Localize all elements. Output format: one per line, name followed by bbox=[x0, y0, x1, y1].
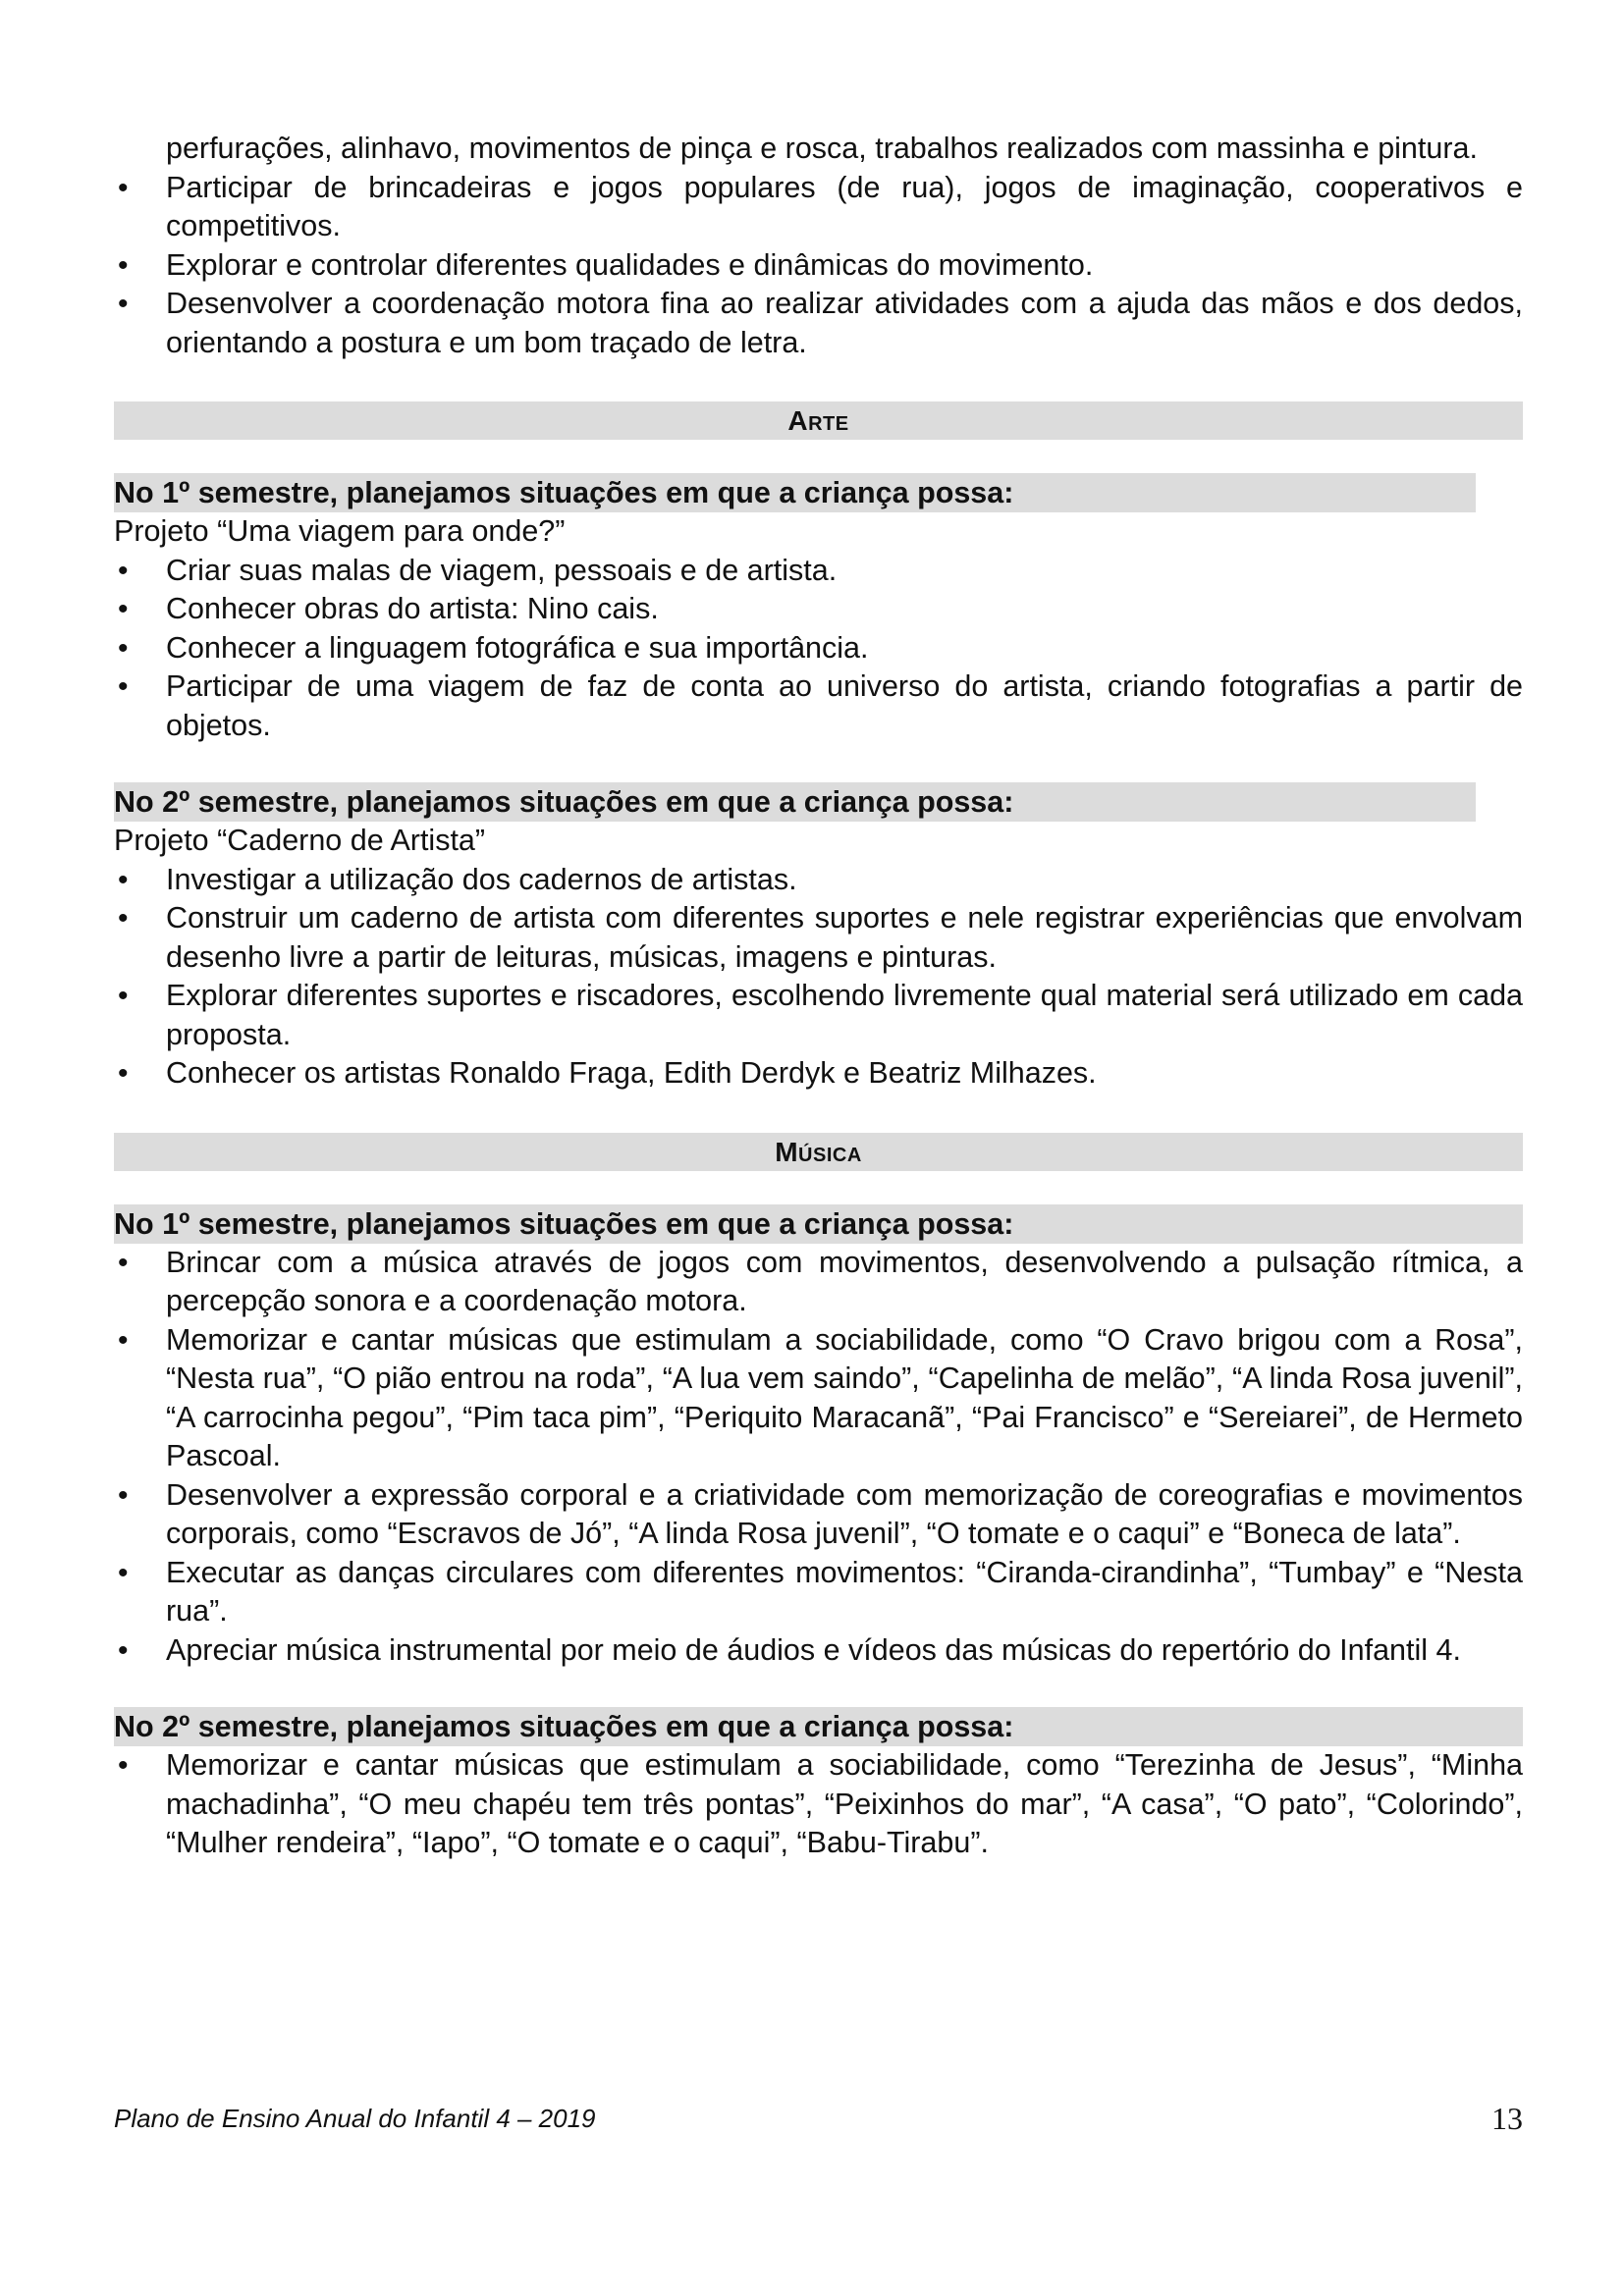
intro-list bbox=[114, 169, 1523, 363]
list-item: • Conhecer os artistas Ronaldo Fraga, Edith Derdyk e Beatriz Milhazes. bbox=[114, 1054, 1523, 1094]
list-item: • Explorar e controlar diferentes qualidades e dinâmicas do movimento. bbox=[114, 246, 1523, 286]
list-item: • Conhecer obras do artista: Nino cais. bbox=[114, 590, 1523, 629]
list-item: • Memorizar e cantar músicas que estimulam a sociabilidade, como “Terezinha de Jesus”, “Minha machadinha”, “O meu chapéu tem três pontas”, “Peixinhos do mar”, “A casa”, “O pato”, “Colorindo”, “Mulher rendeira”, “Iapo”, “O tomate e o caqui”, “Babu-Tirabu”. bbox=[114, 1746, 1523, 1863]
page-number: 13 bbox=[1491, 2101, 1523, 2136]
list-item: • Desenvolver a coordenação motora fina ao realizar atividades com a ajuda das mãos e dos dedos, orientando a postura e um bom traçado de letra. bbox=[114, 285, 1523, 362]
footer-title: Plano de Ensino Anual do Infantil 4 – 2019 bbox=[114, 2104, 596, 2133]
musica-semester2-list bbox=[114, 1746, 1523, 1863]
musica-semester1-title: No 1º semestre, planejamos situações em que a criança possa: bbox=[114, 1204, 1523, 1244]
arte-semester2-list bbox=[114, 861, 1523, 1094]
list-item: • Participar de brincadeiras e jogos populares (de rua), jogos de imaginação, cooperativos e competitivos. bbox=[114, 169, 1523, 246]
list-item: • Participar de uma viagem de faz de conta ao universo do artista, criando fotografias a partir de objetos. bbox=[114, 667, 1523, 745]
arte-semester2-project: Projeto “Caderno de Artista” bbox=[114, 824, 486, 857]
list-item: • Desenvolver a expressão corporal e a criatividade com memorização de coreografias e movimentos corporais, como “Escravos de Jó”, “A linda Rosa juvenil”, “O tomate e o caqui” e “Boneca de lata”. bbox=[114, 1476, 1523, 1554]
arte-semester1-list bbox=[114, 552, 1523, 746]
list-item: • Apreciar música instrumental por meio de áudios e vídeos das músicas do repertório do Infantil 4. bbox=[114, 1631, 1523, 1671]
musica-semester2-title: No 2º semestre, planejamos situações em que a criança possa: bbox=[114, 1707, 1523, 1746]
arte-semester2-title: No 2º semestre, planejamos situações em que a criança possa: bbox=[114, 782, 1476, 822]
arte-semester1-project: Projeto “Uma viagem para onde?” bbox=[114, 514, 566, 548]
page-content bbox=[114, 130, 1523, 1863]
list-item: • Brincar com a música através de jogos com movimentos, desenvolvendo a pulsação rítmica, a percepção sonora e a coordenação motora. bbox=[114, 1244, 1523, 1321]
list-item: • Conhecer a linguagem fotográfica e sua importância. bbox=[114, 629, 1523, 668]
list-item: • Investigar a utilização dos cadernos de artistas. bbox=[114, 861, 1523, 900]
list-item: • Memorizar e cantar músicas que estimulam a sociabilidade, como “O Cravo brigou com a Rosa”, “Nesta rua”, “O pião entrou na roda”, “A lua vem saindo”, “Capelinha de melão”, “A linda Rosa juvenil”, “A carrocinha pegou”, “Pim taca pim”, “Periquito Maracanã”, “Pai Francisco” e “Sereiarei”, de Hermeto Pascoal. bbox=[114, 1321, 1523, 1476]
list-item: • Executar as danças circulares com diferentes movimentos: “Ciranda-cirandinha”, “Tumbay” e “Nesta rua”. bbox=[114, 1554, 1523, 1631]
section-heading-musica: Música bbox=[114, 1133, 1523, 1171]
arte-semester1-title: No 1º semestre, planejamos situações em que a criança possa: bbox=[114, 473, 1476, 512]
intro-continuation: perfurações, alinhavo, movimentos de pinça e rosca, trabalhos realizados com massinha e pintura. bbox=[166, 132, 1478, 165]
list-item: • Criar suas malas de viagem, pessoais e de artista. bbox=[114, 552, 1523, 591]
musica-semester1-list bbox=[114, 1244, 1523, 1671]
list-item: • Construir um caderno de artista com diferentes suportes e nele registrar experiências que envolvam desenho livre a partir de leituras, músicas, imagens e pinturas. bbox=[114, 899, 1523, 977]
section-heading-arte: Arte bbox=[114, 401, 1523, 440]
list-item: • Explorar diferentes suportes e riscadores, escolhendo livremente qual material será utilizado em cada proposta. bbox=[114, 977, 1523, 1054]
